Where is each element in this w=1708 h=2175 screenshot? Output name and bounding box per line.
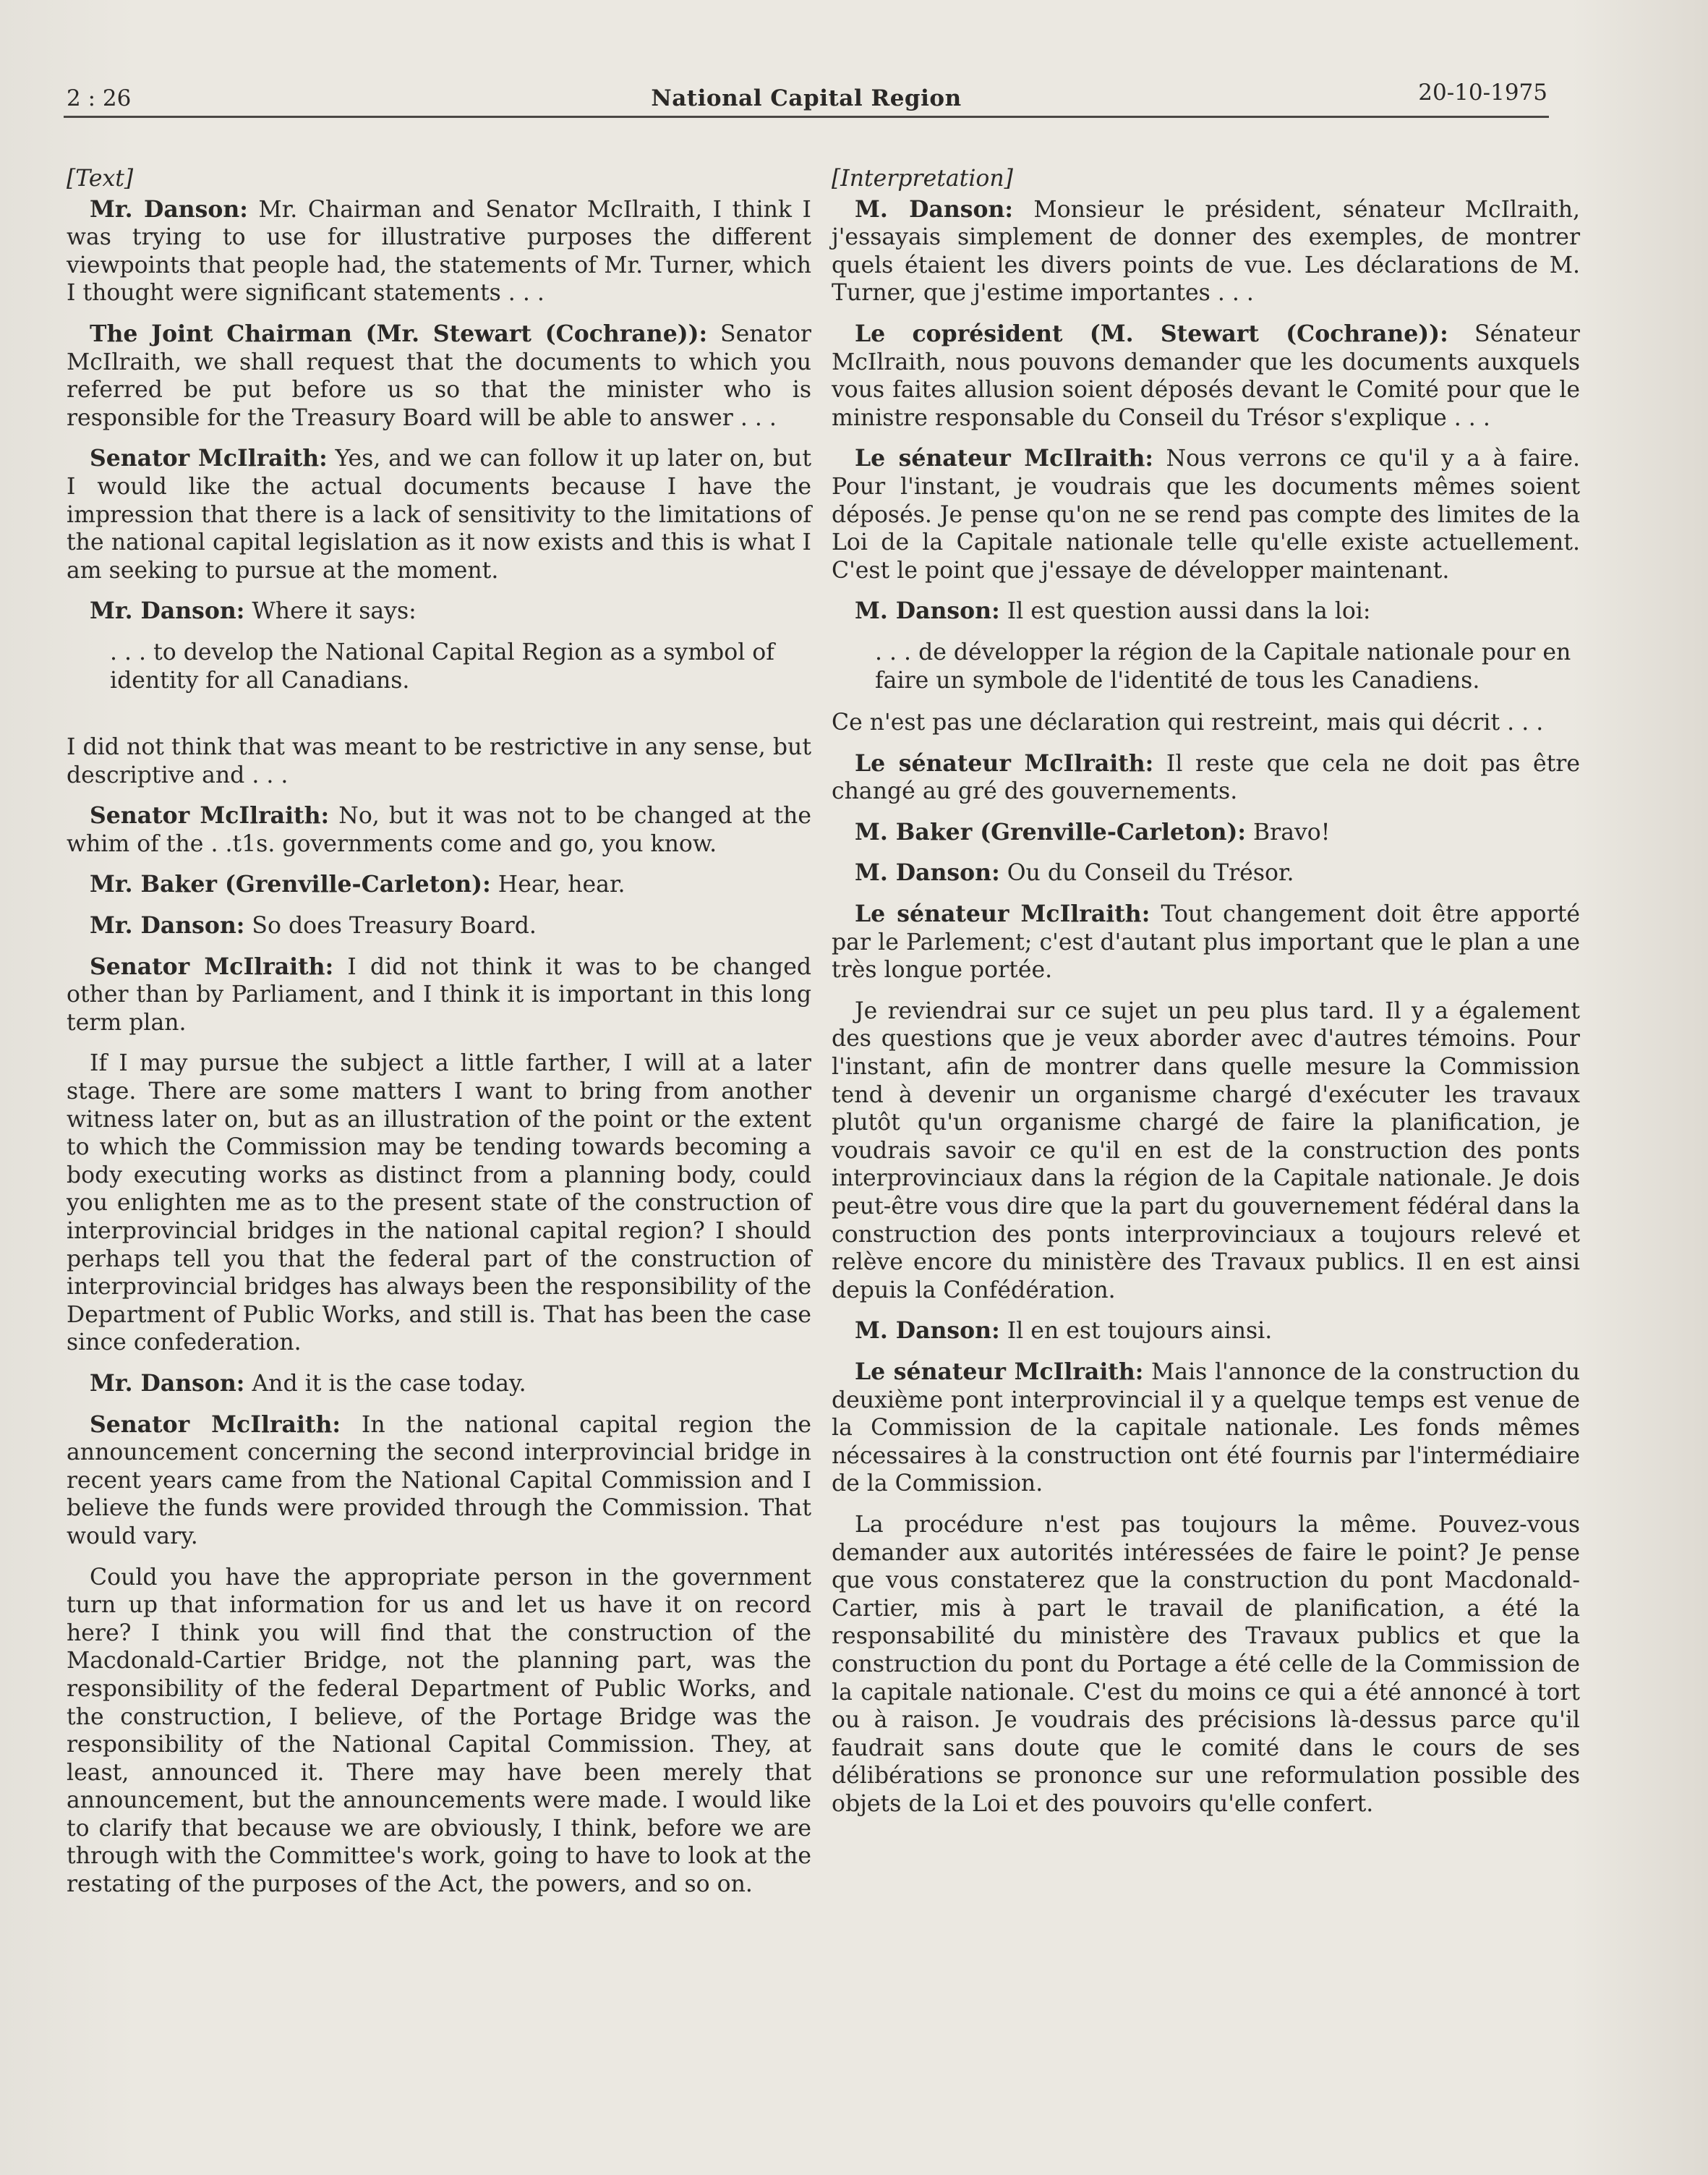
paragraph-text: Hear, hear.: [490, 872, 625, 898]
paragraph: [832, 859, 1580, 888]
paragraph-text: Il est question aussi dans la loi:: [999, 598, 1371, 625]
quotation: . . . de développer la région de la Capitale nationale pour en faire un symbole de l'identité de tous les Canadiens.: [875, 639, 1571, 694]
paragraph-text: No, but it was not to be changed at the whim of the . .t1s. governments come and go, you know.: [67, 803, 811, 857]
paragraph: [67, 1564, 811, 1899]
quotation: . . . to develop the National Capital Region as a symbol of identity for all Canadians.: [110, 639, 774, 694]
paragraph: [832, 750, 1580, 806]
english-column: [67, 165, 811, 1912]
paragraph: [67, 445, 811, 584]
paragraph-text: Where it says:: [244, 598, 417, 625]
paragraph: [67, 320, 811, 432]
paragraph-text: Could you have the appropriate person in the government turn up that information for us and let us have it on record here? I think you will find that the construction of the Macdonald-Cartier Bridge, not the planning part, was the responsibility of the federal Department of Public Works, and the construction, I believe, of the Portage Bridge was the responsibility of the National Capital Commission. They, at least, announced it. There may have been merely that announcement, but the announcements were made. I would like to clarify that because we are obviously, I think, before we are through with the Committee's work, going to have to look at the restating of the purposes of the Act, the powers, and so on.: [67, 1564, 811, 1898]
paragraph-text: Senator McIlraith, we shall request that the documents to which you referred be put before us so that the minister who is responsible for the Treasury Board will be able to answer . . .: [67, 320, 811, 431]
paragraph: [832, 1511, 1580, 1818]
paragraph: [832, 901, 1580, 984]
paragraph-text: Ou du Conseil du Trésor.: [999, 860, 1294, 887]
section-label: [Text]: [67, 166, 134, 192]
speaker-name: Le coprésident (M. Stewart (Cochrane)):: [855, 320, 1448, 347]
paragraph: [67, 1411, 811, 1551]
paragraph: Ce n'est pas une déclaration qui restreint, mais qui décrit . . .: [832, 710, 1544, 736]
paragraph: [67, 597, 811, 626]
paragraph-text: And it is the case today.: [244, 1370, 526, 1397]
speaker-name: Mr. Danson:: [90, 597, 245, 625]
paragraph-group: [67, 802, 811, 1898]
paragraph: [67, 912, 811, 940]
paragraph: [832, 196, 1580, 307]
speaker-name: M. Danson:: [855, 859, 1000, 887]
speaker-name: Mr. Danson:: [90, 912, 245, 940]
speaker-name: Senator McIlraith:: [90, 802, 330, 830]
paragraph: [832, 819, 1580, 847]
paragraph-text: Il en est toujours ainsi.: [999, 1318, 1273, 1345]
paragraph-text: So does Treasury Board.: [244, 913, 537, 940]
french-column: [832, 165, 1580, 1831]
paragraph: [832, 320, 1580, 432]
paragraph: [67, 953, 811, 1037]
paragraph: [67, 871, 811, 899]
speaker-name: Le sénateur McIlraith:: [855, 901, 1150, 928]
page-date: 20-10-1975: [1418, 80, 1547, 106]
paragraph-text: Je reviendrai sur ce sujet un peu plus tard. Il y a également des questions que je veux aborder avec d'autres témoins. Pour l'instant, afin de montrer dans quelle mesure la Commission tend à devenir un organisme chargé d'exécuter les travaux plutôt qu'un organisme chargé de faire la planification, je voudrais savoir ce qu'il en est de la construction des ponts interprovinciaux dans la région de la Capitale nationale. Je dois peut-être vous dire que la part du gouvernement fédéral dans la construction des ponts interprovinciaux a toujours relevé et relève encore du ministère des Travaux publics. Il en est ainsi depuis la Confédération.: [832, 997, 1580, 1303]
paragraph-text: I did not think it was to be changed other than by Parliament, and I think it is important in this long term plan.: [67, 953, 811, 1036]
speaker-name: Mr. Danson:: [90, 195, 248, 223]
speaker-name: Le sénateur McIlraith:: [855, 1358, 1144, 1385]
paragraph: [832, 1358, 1580, 1498]
paragraph-text: Mr. Chairman and Senator McIlraith, I think I was trying to use for illustrative purposes the different viewpoints that people had, the statements of Mr. Turner, which I thought were significant statements . . .: [67, 196, 811, 307]
paragraph-text: Bravo!: [1246, 819, 1331, 846]
paragraph-text: Il reste que cela ne doit pas être changé au gré des gouvernements.: [832, 750, 1580, 805]
speaker-name: Senator McIlraith:: [90, 953, 334, 980]
paragraph-text: Yes, and we can follow it up later on, but I would like the actual documents because I have the impression that there is a lack of sensitivity to the limitations of the national capital legislation as it now exists and this is what I am seeking to pursue at the moment.: [67, 446, 811, 584]
paragraph: [67, 802, 811, 858]
paragraph: [832, 997, 1580, 1305]
paragraph-text: Mais l'annonce de la construction du deuxième pont interprovincial il y a quelque temps est venue de la Commission de la capitale nationale. Les fonds mêmes nécessaires à la construction ont été fournis par l'intermédiaire de la Commission.: [832, 1358, 1580, 1497]
speaker-name: Le sénateur McIlraith:: [855, 445, 1154, 472]
speaker-name: M. Baker (Grenville-Carleton):: [855, 818, 1247, 846]
page-number: 2 : 26: [67, 85, 132, 111]
paragraph-text: In the national capital region the announcement concerning the second interprovincial bridge in recent years came from the National Capital Commission and I believe the funds were provided through the Commission. That would vary.: [67, 1411, 811, 1549]
speaker-name: M. Danson:: [855, 597, 1000, 625]
paragraph: [832, 1317, 1580, 1345]
speaker-name: M. Danson:: [855, 195, 1014, 223]
speaker-name: Le sénateur McIlraith:: [855, 749, 1154, 777]
paragraph: [67, 1370, 811, 1398]
speaker-name: Mr. Danson:: [90, 1369, 245, 1397]
paragraph-group: [832, 750, 1580, 1818]
speaker-name: Senator McIlraith:: [90, 1410, 341, 1438]
section-label: [Interpretation]: [832, 166, 1013, 192]
paragraph-text: La procédure n'est pas toujours la même. Pouvez-vous demander aux autorités intéressées de faire le point? Je pense que vous constaterez que la construction du pont Macdonald-Cartier, mis à part le travail de planification, a été la responsabilité du ministère des Travaux publics et que la construction du pont du Portage a été celle de la Commission de la capitale nationale. C'est du moins ce qui a été annoncé à tort ou à raison. Je voudrais des précisions là-dessus parce qu'il faudrait sans doute que le comité dans le cours de ses délibérations se prononce sur une reformulation possible des objets de la Loi et des pouvoirs qu'elle confert.: [832, 1511, 1580, 1817]
paragraph: [832, 597, 1580, 626]
paragraph-text: Nous verrons ce qu'il y a à faire. Pour l'instant, je voudrais que les documents mêmes soient déposés. Je pense qu'on ne se rend pas compte des limites de la Loi de la Capitale nationale telle qu'elle existe actuellement. C'est le point que j'essaye de développer maintenant.: [832, 446, 1580, 584]
paragraph-group: [832, 196, 1580, 626]
paragraph-text: If I may pursue the subject a little farther, I will at a later stage. There are some matters I want to bring from another witness later on, but as an illustration of the point or the extent to which the Commission may be tending towards becoming a body executing works as distinct from a planning body, could you enlighten me as to the present state of the construction of interprovincial bridges in the national capital region? I should perhaps tell you that the federal part of the construction of interprovincial bridges has always been the responsibility of the Department of Public Works, and still is. That has been the case since confederation.: [67, 1050, 811, 1356]
paragraph-group: [67, 196, 811, 626]
paragraph: I did not think that was meant to be restrictive in any sense, but descriptive and . . .: [67, 734, 811, 788]
paragraph: [832, 445, 1580, 584]
speaker-name: The Joint Chairman (Mr. Stewart (Cochrane)):: [90, 320, 708, 347]
paragraph: [67, 1050, 811, 1357]
paragraph: [67, 196, 811, 307]
paragraph-text: Sénateur McIlraith, nous pouvons demander que les documents auxquels vous faites allusion soient déposés devant le Comité pour que le ministre responsable du Conseil du Trésor s'explique . . .: [832, 320, 1580, 431]
page-title: National Capital Region: [651, 85, 962, 111]
speaker-name: M. Danson:: [855, 1317, 1000, 1345]
page-header: [64, 72, 1549, 118]
speaker-name: Mr. Baker (Grenville-Carleton):: [90, 871, 491, 898]
paragraph-text: Tout changement doit être apporté par le Parlement; c'est d'autant plus important que le plan a une très longue portée.: [832, 901, 1581, 984]
paragraph-text: Monsieur le président, sénateur McIlraith, j'essayais simplement de donner des exemples, de montrer quels étaient les divers points de vue. Les déclarations de M. Turner, que j'estime importantes . . .: [832, 196, 1580, 307]
speaker-name: Senator McIlraith:: [90, 445, 328, 472]
